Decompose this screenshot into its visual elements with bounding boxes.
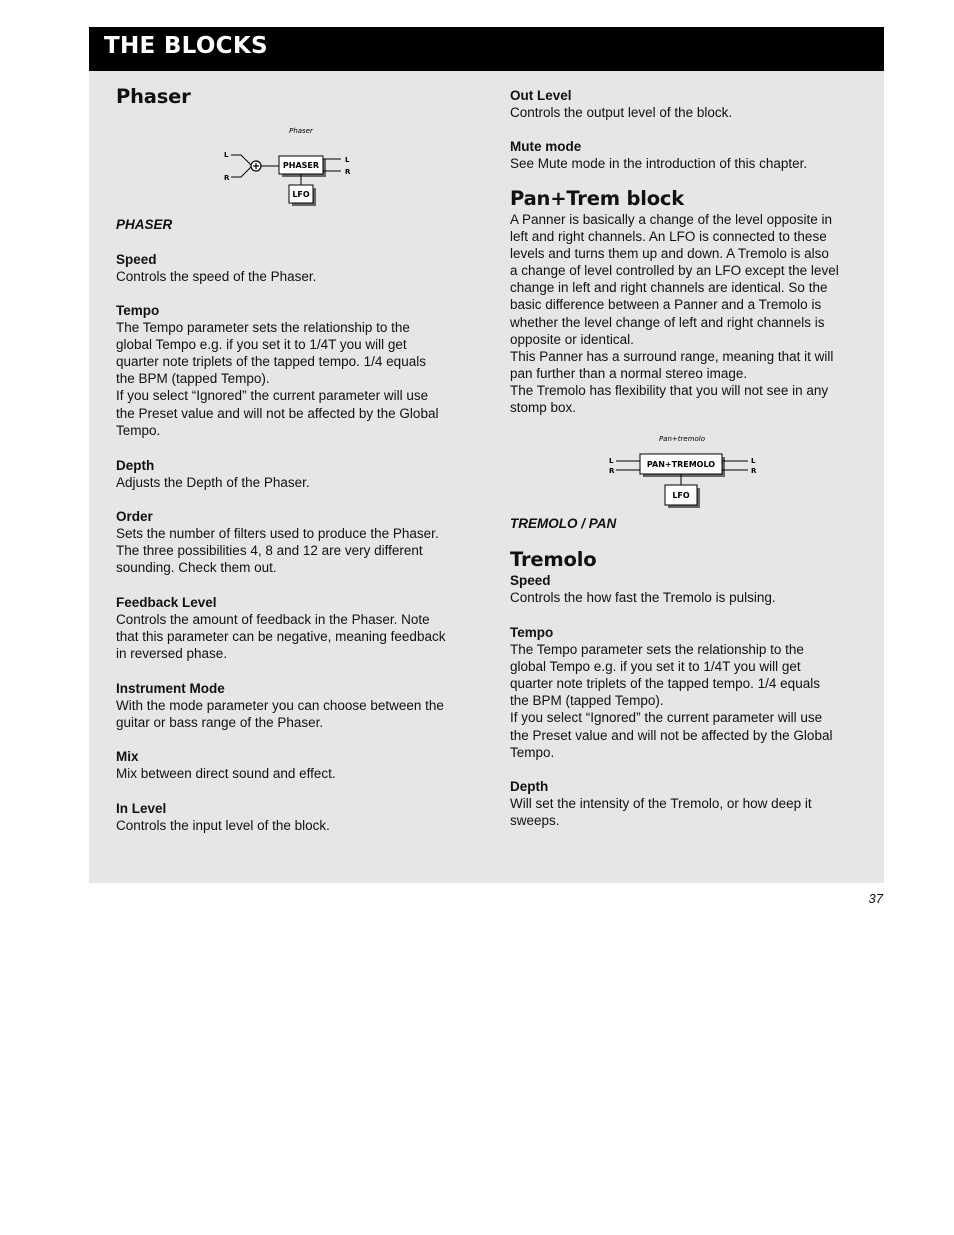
pantrem-section-title: Pan+Trem block [510,187,685,210]
pantrem-diagram-lfo-label: LFO [672,491,690,500]
param-name: Instrument Mode [116,681,225,696]
param-feedback-level [116,594,476,662]
phaser-diagram-in-l: L [224,151,229,159]
param-in-level [116,800,476,834]
param-out-level [510,87,870,121]
param-tremolo-speed [510,572,870,606]
pantremolo-block-diagram [600,430,770,515]
param-text: Adjusts the Depth of the Phaser. [116,475,310,491]
phaser-diagram-out-r: R [345,168,351,176]
pantrem-body-text: A Panner is basically a change of the level opposite in left and right channels. An LFO is connected to these levels and turns them up and down. A Tremolo is also a change of level controlled by an LFO except the level change in left and right channels are identical. So the basic difference between a Panner and a Tremolo is whether the level change of left and right channels is opposite or identical. This Panner has a surround range, meaning that it will pan further than a normal stereo image. The Tremolo has flexibility that you will not see in any stomp box. [510,212,839,416]
param-text: Controls the input level of the block. [116,818,330,834]
param-text: With the mode parameter you can choose between the guitar or bass range of the Phaser. [116,698,444,731]
param-text: The Tempo parameter sets the relationship to the global Tempo e.g. if you set it to 1/4T you will get quarter note triplets of the tapped tempo. 1/4 equals the BPM (tapped Tempo). If you select “Ignored” the current parameter will use the Preset value and will not be affected by the Global Tempo. [510,642,833,760]
param-tempo [116,302,476,439]
param-text: Sets the number of filters used to produce the Phaser. The three possibilities 4, 8 and 12 are very different sounding. Check them out. [116,526,439,576]
param-name: Mute mode [510,139,582,154]
page-number: 37 [868,891,883,906]
param-name: In Level [116,801,167,816]
param-order [116,508,476,576]
phaser-figure-caption: PHASER [116,217,173,232]
pantrem-diagram-in-l: L [609,457,614,465]
phaser-diagram-out-l: L [345,156,350,164]
param-name: Depth [116,458,155,473]
pantrem-diagram-out-r: R [751,467,757,475]
param-mix [116,748,476,782]
param-depth [116,457,476,491]
param-name: Tempo [116,303,160,318]
pantrem-diagram-block-label: PAN+TREMOLO [646,460,716,469]
param-speed [116,251,476,285]
param-name: Speed [510,573,551,588]
param-text: The Tempo parameter sets the relationship to the global Tempo e.g. if you set it to 1/4T you will get quarter note triplets of the tapped tempo. 1/4 equals the BPM (tapped Tempo). If you select “Ignored” the current parameter will use the Preset value and will not be affected by the Global Tempo. [116,320,439,438]
param-text: See Mute mode in the introduction of this chapter. [510,156,808,172]
pantrem-diagram-out-l: L [751,457,756,465]
phaser-diagram-in-r: R [224,174,230,182]
param-name: Out Level [510,88,572,103]
param-name: Speed [116,252,157,267]
param-text: Controls the speed of the Phaser. [116,269,317,285]
param-text: Will set the intensity of the Tremolo, or how deep it sweeps. [510,796,812,829]
phaser-diagram-block-label: PHASER [282,161,320,170]
param-text: Controls the how fast the Tremolo is pulsing. [510,590,776,606]
pantrem-body [510,211,870,416]
param-name: Mix [116,749,139,764]
tremolo-section-title: Tremolo [510,548,597,571]
phaser-diagram-lfo-label: LFO [292,190,310,199]
param-tremolo-tempo [510,624,870,761]
param-name: Order [116,509,153,524]
param-text: Controls the amount of feedback in the Phaser. Note that this parameter can be negative, meaning feedback in reversed phase. [116,612,446,662]
pantrem-diagram-in-r: R [609,467,615,475]
param-mute-mode [510,138,870,172]
phaser-block-diagram [215,122,365,212]
param-tremolo-depth [510,778,870,829]
pantrem-diagram-caption: Pan+tremolo [658,435,706,443]
param-text: Controls the output level of the block. [510,105,733,121]
page-title: THE BLOCKS [104,33,268,59]
phaser-diagram-caption: Phaser [289,127,313,135]
param-text: Mix between direct sound and effect. [116,766,336,782]
param-instrument-mode [116,680,476,731]
phaser-section-title: Phaser [116,85,191,108]
pantrem-figure-caption: TREMOLO / PAN [510,516,617,531]
param-name: Feedback Level [116,595,217,610]
param-name: Tempo [510,625,554,640]
param-name: Depth [510,779,549,794]
